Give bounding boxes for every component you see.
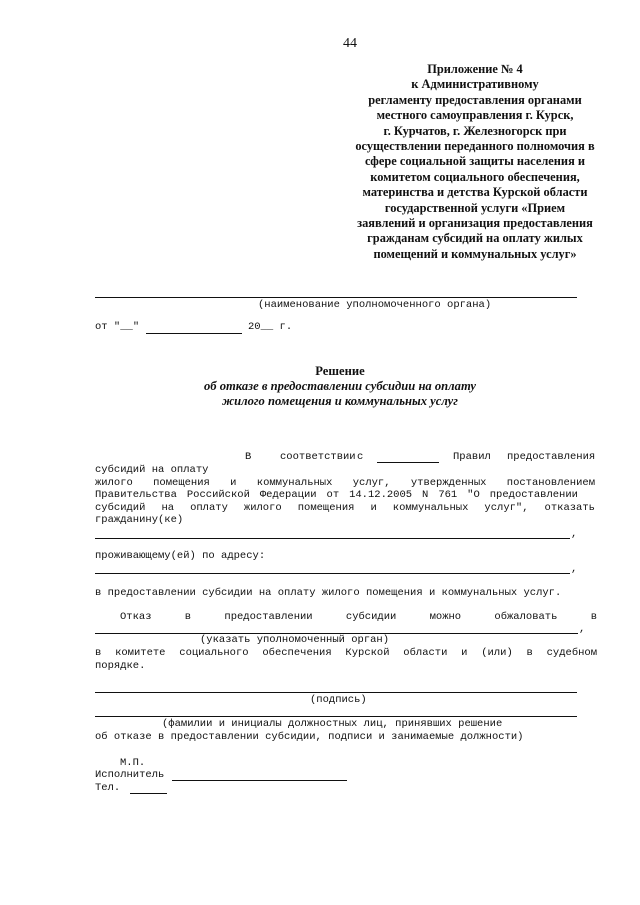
signature-caption: (подпись)	[310, 694, 367, 706]
date-month-field[interactable]	[146, 333, 242, 334]
body-word: в	[184, 611, 192, 623]
body-line: субсидий на оплату	[95, 464, 209, 476]
date-year-field[interactable]: 20__	[248, 321, 274, 333]
comma: ,	[571, 563, 578, 575]
citizen-name-field[interactable]	[95, 538, 570, 539]
body-word: на	[161, 502, 175, 514]
address-field[interactable]	[95, 573, 570, 574]
date-year	[248, 321, 292, 333]
appendix-line: помещений и коммунальных услуг»	[373, 246, 577, 261]
appendix-line: местного самоуправления г. Курск,	[376, 108, 574, 123]
body-word: обеспечения	[262, 647, 332, 659]
date-day-field[interactable]: __	[120, 321, 133, 333]
signature-field[interactable]	[95, 692, 577, 693]
body-word: можно	[429, 611, 462, 623]
body-word: Российской	[186, 489, 250, 501]
appendix-line: осуществлении переданного полномочия в	[355, 139, 595, 154]
body-word: и	[461, 647, 468, 659]
body-word: субсидий	[95, 502, 146, 514]
refusal-line: в предоставлении субсидии на оплату жилого помещения и коммунальных услуг.	[95, 587, 562, 599]
body-word: N	[422, 489, 429, 501]
appendix-line: гражданам субсидий на оплату жилых	[367, 231, 583, 246]
authority-caption: (наименование уполномоченного органа)	[258, 299, 492, 311]
body-word: жилого	[243, 502, 282, 514]
appendix-line: к Административному	[411, 77, 539, 92]
phone-label: Тел.	[95, 782, 121, 794]
body-word: социального	[179, 647, 249, 659]
body-word: Федерации	[259, 489, 317, 501]
body-word: услуг,	[352, 477, 391, 489]
body-word: и	[370, 502, 377, 514]
body-word: в	[526, 647, 533, 659]
date-line	[95, 321, 139, 333]
officials-caption: об отказе в предоставлении субсидии, подписи и занимаемые должности)	[95, 731, 524, 743]
body-word: и	[230, 477, 237, 489]
comma: ,	[571, 528, 578, 540]
body-line	[95, 489, 578, 501]
body-word: предоставлении	[489, 489, 578, 501]
appendix-line: заявлений и организация предоставления	[357, 216, 593, 231]
body-line	[95, 477, 595, 489]
date-year-suffix: г.	[279, 321, 293, 333]
body-word: коммунальных	[256, 477, 333, 489]
appendix-line: Приложение № 4	[427, 62, 523, 76]
appendix-line: регламенту предоставления органами	[368, 92, 582, 107]
date-quote: "	[132, 321, 140, 333]
appendix-line: материнства и детства Курской области	[362, 185, 588, 200]
appendix-line: г. Курчатов, г. Железногорск при	[383, 123, 567, 138]
body-word: субсидии	[345, 611, 397, 623]
executor-field[interactable]	[172, 780, 347, 781]
authority-name-field[interactable]	[95, 297, 577, 298]
body-word: постановлением	[506, 477, 595, 489]
executor-label: Исполнитель	[95, 769, 165, 781]
body-word: "О	[467, 489, 480, 501]
decision-heading	[0, 364, 640, 409]
body-word: утвержденных	[410, 477, 487, 489]
page-number: 44	[343, 36, 357, 51]
body-word: услуг",	[484, 502, 529, 514]
date-quote: "	[113, 321, 121, 333]
date-from-label: от	[95, 321, 108, 333]
address-label: проживающему(ей) по адресу:	[95, 550, 266, 562]
body-word: соответствии	[280, 451, 356, 463]
body-word: Правил	[453, 451, 491, 463]
body-word: Правительства	[95, 489, 177, 501]
body-word: судебном	[546, 647, 598, 659]
body-word: предоставления	[507, 451, 596, 463]
officials-field[interactable]	[95, 716, 577, 717]
body-word: жилого	[95, 477, 133, 489]
body-word: помещения	[297, 502, 355, 514]
appeal-line	[120, 611, 597, 623]
body-word: в	[590, 611, 597, 623]
body-word: оплату	[190, 502, 228, 514]
decision-subtitle: жилого помещения и коммунальных услуг	[222, 394, 458, 408]
body-word: с	[357, 451, 364, 463]
decision-title: Решение	[315, 364, 365, 378]
comma: ,	[579, 623, 586, 635]
body-word: от	[326, 489, 340, 501]
officials-caption: (фамилии и инициалы должностных лиц, принявших решение	[162, 718, 503, 730]
authority-hint: (указать уполномоченный орган)	[200, 634, 390, 646]
appendix-line: сфере социальной защиты населения и	[364, 154, 586, 169]
committee-line	[95, 647, 597, 659]
appendix-line: государственной услуги «Прием	[384, 200, 566, 215]
order-word: порядке.	[95, 660, 146, 672]
body-word: коммунальных	[392, 502, 469, 514]
clause-field[interactable]	[377, 462, 439, 463]
decision-subtitle: об отказе в предоставлении субсидии на оплату	[203, 379, 477, 393]
body-line	[95, 502, 595, 514]
body-word: помещения	[153, 477, 210, 489]
stamp-label: М.П.	[120, 757, 146, 769]
body-word: обжаловать	[494, 611, 558, 623]
phone-field[interactable]	[130, 793, 167, 794]
body-word: Курской	[345, 647, 390, 659]
appendix-line: комитетом социального обеспечения,	[370, 169, 580, 184]
body-word: предоставлении	[224, 611, 313, 623]
body-line: гражданину(ке)	[95, 514, 184, 526]
body-word: отказать	[544, 502, 595, 514]
body-word: В	[245, 451, 252, 463]
body-word: Отказ	[120, 611, 152, 623]
body-word: комитете	[115, 647, 166, 659]
body-word: области	[403, 647, 448, 659]
body-word: в	[95, 647, 102, 659]
body-word: 14.12.2005	[349, 489, 413, 501]
body-word: (или)	[481, 647, 513, 659]
body-word: 761	[438, 489, 458, 501]
appendix-header	[350, 62, 600, 262]
